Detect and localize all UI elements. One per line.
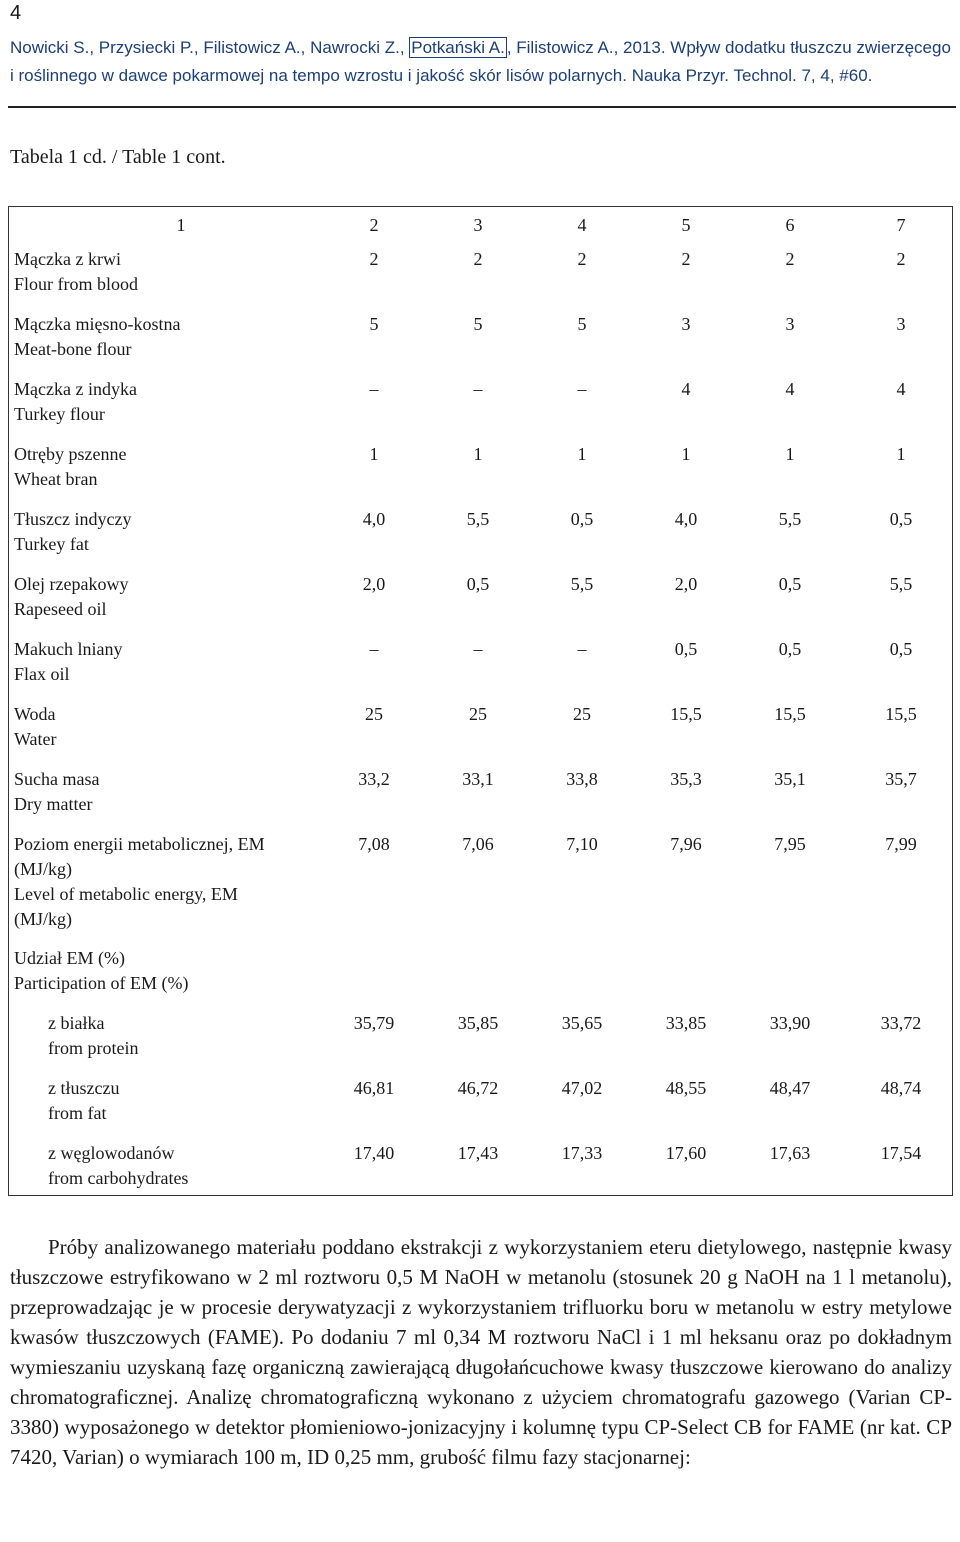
table-cell: 0,5 <box>466 574 490 594</box>
row-label-en-unit: (MJ/kg) <box>14 909 72 929</box>
table-cell: 1 <box>473 444 483 464</box>
table-cell: 17,63 <box>769 1143 811 1163</box>
row-label <box>14 247 314 297</box>
table-cell: 4 <box>681 379 691 399</box>
table-cell: 5,5 <box>570 574 594 594</box>
table-column-header-row <box>9 207 952 243</box>
row-label <box>14 507 314 557</box>
table-cell: 33,90 <box>769 1013 811 1033</box>
methods-paragraph <box>10 1232 952 1472</box>
row-label-pl: Woda <box>14 704 56 724</box>
table-cell: – <box>369 379 379 399</box>
table-cell: 15,5 <box>885 704 917 724</box>
table-cell: 2 <box>369 249 379 269</box>
row-label-en: Turkey fat <box>14 534 89 554</box>
row-label-en: Participation of EM (%) <box>14 973 189 993</box>
row-label-pl: Poziom energii metabolicznej, EM <box>14 834 265 854</box>
table-cell: 5 <box>369 314 379 334</box>
table-cell: 7,06 <box>462 834 494 854</box>
row-label-pl-unit: (MJ/kg) <box>14 859 72 879</box>
table-cell: – <box>473 639 483 659</box>
row-label-en: Wheat bran <box>14 469 98 489</box>
row-label-en: Water <box>14 729 57 749</box>
table-cell: 0,5 <box>570 509 594 529</box>
row-label <box>14 702 314 752</box>
row-label <box>14 767 314 817</box>
table-cell: 46,81 <box>353 1078 395 1098</box>
table-cell: 7,08 <box>358 834 390 854</box>
row-label <box>14 312 314 362</box>
row-label-en: Rapeseed oil <box>14 599 107 619</box>
table-cell: – <box>577 379 587 399</box>
table-cell: 35,85 <box>457 1013 499 1033</box>
table-cell: 1 <box>369 444 379 464</box>
table-cell: 0,5 <box>674 639 698 659</box>
row-label-en: Dry matter <box>14 794 93 814</box>
table-cell: – <box>369 639 379 659</box>
table-cell: – <box>473 379 483 399</box>
row-label <box>48 1076 348 1126</box>
table-cell: 25 <box>365 704 383 724</box>
column-header-6: 6 <box>785 215 795 235</box>
row-label-en: from carbohydrates <box>48 1168 189 1188</box>
row-label <box>14 832 314 932</box>
row-label-pl: Mączka mięsno-kostna <box>14 314 181 334</box>
column-header-5: 5 <box>681 215 691 235</box>
table-cell: 33,8 <box>566 769 598 789</box>
column-header-7: 7 <box>896 215 906 235</box>
header-citation-suffix: , Filistowicz A., 2013. Wpływ dodatku tłuszczu zwierzęcego i roślinnego w dawce pokarmowej na tempo wzrostu i jakość skór lisów polarnych. Nauka Przyr. Technol. 7, 4, #60. <box>10 38 951 85</box>
table-cell: 17,60 <box>665 1143 707 1163</box>
table-cell: 7,96 <box>670 834 702 854</box>
row-label-en: Level of metabolic energy, EM <box>14 884 238 904</box>
table-cell: 47,02 <box>561 1078 603 1098</box>
table-cell: 3 <box>785 314 795 334</box>
table-cell: 15,5 <box>774 704 806 724</box>
row-label <box>14 946 314 996</box>
table-cell: 0,5 <box>778 639 802 659</box>
table-cell: 2,0 <box>362 574 386 594</box>
table-cell: 35,79 <box>353 1013 395 1033</box>
table-cell: 1 <box>577 444 587 464</box>
table-cell: 35,1 <box>774 769 806 789</box>
table-cell: 17,33 <box>561 1143 603 1163</box>
row-label-en: Turkey flour <box>14 404 105 424</box>
row-label <box>14 377 314 427</box>
column-header-3: 3 <box>473 215 483 235</box>
row-label <box>48 1011 348 1061</box>
table-cell: 0,5 <box>889 639 913 659</box>
row-label-pl: z węglowodanów <box>48 1143 175 1163</box>
table-cell: 2 <box>577 249 587 269</box>
column-header-1: 1 <box>176 215 186 235</box>
table-cell: 0,5 <box>889 509 913 529</box>
table-cell: 46,72 <box>457 1078 499 1098</box>
row-label-pl: Mączka z indyka <box>14 379 137 399</box>
row-label-pl: z białka <box>48 1013 105 1033</box>
table-cell: 7,95 <box>774 834 806 854</box>
row-label-en: from protein <box>48 1038 139 1058</box>
table-cell: 35,3 <box>670 769 702 789</box>
table-cell: 7,10 <box>566 834 598 854</box>
page-number: 4 <box>10 2 22 24</box>
row-label-pl: Sucha masa <box>14 769 100 789</box>
table-cell: 3 <box>681 314 691 334</box>
row-label-en: Meat-bone flour <box>14 339 132 359</box>
table-cell: 5 <box>473 314 483 334</box>
table-cell: 3 <box>896 314 906 334</box>
methods-paragraph-text: Próby analizowanego materiału poddano ekstrakcji z wykorzystaniem eteru dietylowego, następnie kwasy tłuszczowe estryfikowano w 2 ml roztworu 0,5 M NaOH w metanolu (stosunek 20 g NaOH na 1 l metanolu), przeprowadzając je w procesie derywatyzacji z wykorzystaniem trifluorku boru w metanolu w estry metylowe kwasów tłuszczowych (FAME). Po dodaniu 7 ml 0,34 M roztworu NaCl i 1 ml heksanu oraz po dokładnym wymieszaniu uzyskaną fazę organiczną zawierającą długołańcuchowe kwasy tłuszczowe kierowano do analizy chromatograficznej. Analizę chromatograficzną wykonano z użyciem chromatografu gazowego (Varian CP-3380) wyposażonego w detektor płomieniowo-jonizacyjny i kolumnę typu CP-Select CB for FAME (nr kat. CP 7420, Varian) o wymiarach 100 m, ID 0,25 mm, grubość filmu fazy stacjonarnej: <box>10 1235 952 1469</box>
table-cell: 35,65 <box>561 1013 603 1033</box>
table-cell: 0,5 <box>778 574 802 594</box>
table-cell: 15,5 <box>670 704 702 724</box>
table-cell: 4 <box>896 379 906 399</box>
table-cell: 2 <box>681 249 691 269</box>
table-cell: 7,99 <box>885 834 917 854</box>
table-cell: 1 <box>785 444 795 464</box>
table-cell: 5,5 <box>778 509 802 529</box>
table-cell: 48,55 <box>665 1078 707 1098</box>
row-label-en: Flax oil <box>14 664 70 684</box>
table-cell: 5,5 <box>889 574 913 594</box>
table-cell: 17,54 <box>880 1143 922 1163</box>
header-citation-prefix: Nowicki S., Przysiecki P., Filistowicz A., Nawrocki Z., <box>10 38 410 57</box>
table-cell: 2 <box>785 249 795 269</box>
column-header-2: 2 <box>369 215 379 235</box>
row-label <box>14 572 314 622</box>
table-cell: 2 <box>473 249 483 269</box>
row-label-pl: Otręby pszenne <box>14 444 127 464</box>
row-label-pl: Makuch lniany <box>14 639 123 659</box>
table-cell: 33,85 <box>665 1013 707 1033</box>
row-label-pl: Udział EM (%) <box>14 948 125 968</box>
table-cell: 17,40 <box>353 1143 395 1163</box>
table-cell: 33,2 <box>358 769 390 789</box>
header-citation-highlighted-author: Potkański A. <box>411 38 505 57</box>
row-label-pl: Mączka z krwi <box>14 249 121 269</box>
table-cell: 4,0 <box>362 509 386 529</box>
column-header-4: 4 <box>577 215 587 235</box>
table-cell: 1 <box>681 444 691 464</box>
table-cell: 5,5 <box>466 509 490 529</box>
row-label-en: Flour from blood <box>14 274 138 294</box>
feed-composition-table <box>8 206 953 1196</box>
running-header <box>10 34 955 90</box>
table-cell: 5 <box>577 314 587 334</box>
row-label-pl: z tłuszczu <box>48 1078 120 1098</box>
table-cell: 4 <box>785 379 795 399</box>
table-cell: 4,0 <box>674 509 698 529</box>
row-label-pl: Olej rzepakowy <box>14 574 129 594</box>
table-cell: 25 <box>469 704 487 724</box>
table-cell: 33,72 <box>880 1013 922 1033</box>
table-cell: 33,1 <box>462 769 494 789</box>
table-cell: 25 <box>573 704 591 724</box>
row-label <box>14 637 314 687</box>
table-cell: 17,43 <box>457 1143 499 1163</box>
table-cell: 1 <box>896 444 906 464</box>
table-cell: – <box>577 639 587 659</box>
table-cell: 2,0 <box>674 574 698 594</box>
table-cell: 48,47 <box>769 1078 811 1098</box>
row-label-en: from fat <box>48 1103 107 1123</box>
row-label <box>48 1141 348 1191</box>
table-caption: Tabela 1 cd. / Table 1 cont. <box>10 146 226 168</box>
row-label-pl: Tłuszcz indyczy <box>14 509 132 529</box>
header-rule <box>8 106 956 108</box>
table-cell: 35,7 <box>885 769 917 789</box>
table-cell: 2 <box>896 249 906 269</box>
table-cell: 48,74 <box>880 1078 922 1098</box>
row-label <box>14 442 314 492</box>
